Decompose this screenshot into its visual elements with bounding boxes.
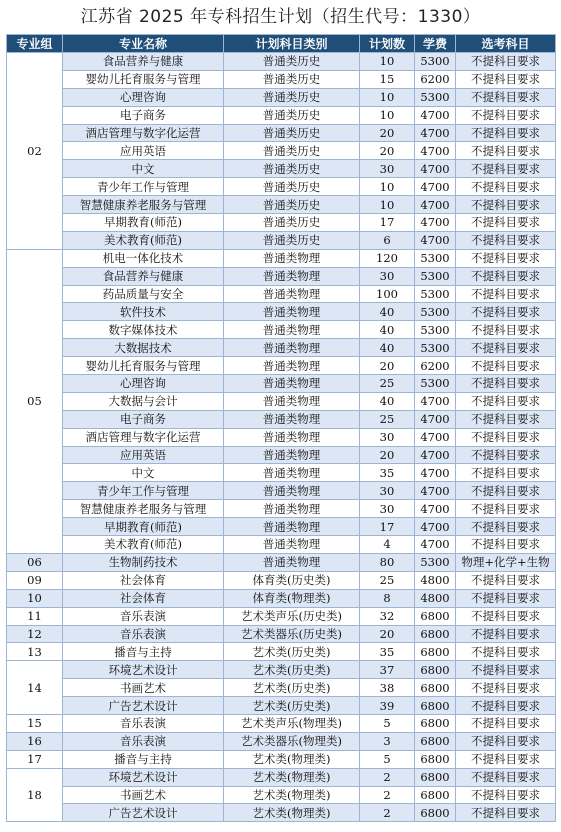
table-row — [7, 536, 556, 554]
subject-requirement-cell: 不提科目要求 — [456, 804, 556, 822]
table-row — [7, 339, 556, 357]
tuition-cell: 4700 — [415, 392, 456, 410]
tuition-cell: 4700 — [415, 446, 456, 464]
subject-requirement-cell: 不提科目要求 — [456, 589, 556, 607]
plan-count-cell: 40 — [360, 392, 415, 410]
major-name-cell: 心理咨询 — [63, 88, 224, 106]
table-row — [7, 482, 556, 500]
plan-category-cell: 普通类历史 — [224, 196, 360, 214]
tuition-cell: 6800 — [415, 697, 456, 715]
plan-category-cell: 普通类物理 — [224, 464, 360, 482]
major-name-cell: 数字媒体技术 — [63, 321, 224, 339]
plan-category-cell: 体育类(历史类) — [224, 571, 360, 589]
group-code-cell: 13 — [7, 643, 63, 661]
subject-requirement-cell: 物理+化学+生物 — [456, 553, 556, 571]
plan-category-cell: 普通类物理 — [224, 321, 360, 339]
major-name-cell: 美术教育(师范) — [63, 536, 224, 554]
plan-count-cell: 25 — [360, 375, 415, 393]
tuition-cell: 4700 — [415, 160, 456, 178]
table-row — [7, 661, 556, 679]
subject-requirement-cell: 不提科目要求 — [456, 410, 556, 428]
tuition-cell: 5300 — [415, 553, 456, 571]
plan-category-cell: 普通类历史 — [224, 106, 360, 124]
table-row — [7, 679, 556, 697]
table-row — [7, 625, 556, 643]
major-name-cell: 药品质量与安全 — [63, 285, 224, 303]
plan-count-cell: 2 — [360, 804, 415, 822]
table-row — [7, 500, 556, 518]
table-row — [7, 231, 556, 249]
table-header-row — [7, 35, 556, 53]
major-name-cell: 机电一体化技术 — [63, 249, 224, 267]
subject-requirement-cell: 不提科目要求 — [456, 714, 556, 732]
tuition-cell: 4700 — [415, 196, 456, 214]
plan-count-cell: 120 — [360, 249, 415, 267]
plan-count-cell: 37 — [360, 661, 415, 679]
plan-category-cell: 艺术类(历史类) — [224, 643, 360, 661]
tuition-cell: 5300 — [415, 303, 456, 321]
subject-requirement-cell: 不提科目要求 — [456, 214, 556, 232]
plan-category-cell: 普通类物理 — [224, 375, 360, 393]
table-row — [7, 321, 556, 339]
tuition-cell: 6800 — [415, 786, 456, 804]
table-row — [7, 160, 556, 178]
table-row — [7, 643, 556, 661]
subject-requirement-cell: 不提科目要求 — [456, 53, 556, 71]
plan-category-cell: 普通类历史 — [224, 214, 360, 232]
tuition-cell: 6200 — [415, 70, 456, 88]
plan-category-cell: 普通类物理 — [224, 482, 360, 500]
subject-requirement-cell: 不提科目要求 — [456, 142, 556, 160]
major-name-cell: 书画艺术 — [63, 679, 224, 697]
tuition-cell: 6800 — [415, 679, 456, 697]
tuition-cell: 5300 — [415, 267, 456, 285]
plan-count-cell: 30 — [360, 428, 415, 446]
plan-category-cell: 普通类历史 — [224, 70, 360, 88]
table-row — [7, 53, 556, 71]
tuition-cell: 4700 — [415, 178, 456, 196]
major-name-cell: 应用英语 — [63, 446, 224, 464]
major-name-cell: 婴幼儿托育服务与管理 — [63, 70, 224, 88]
plan-count-cell: 3 — [360, 732, 415, 750]
table-row — [7, 607, 556, 625]
plan-count-cell: 30 — [360, 160, 415, 178]
major-name-cell: 音乐表演 — [63, 732, 224, 750]
tuition-cell: 6800 — [415, 768, 456, 786]
group-code-cell: 16 — [7, 732, 63, 750]
plan-category-cell: 艺术类(历史类) — [224, 697, 360, 715]
major-name-cell: 社会体育 — [63, 589, 224, 607]
tuition-cell: 6800 — [415, 607, 456, 625]
table-row — [7, 714, 556, 732]
major-name-cell: 婴幼儿托育服务与管理 — [63, 357, 224, 375]
tuition-cell: 6200 — [415, 357, 456, 375]
major-name-cell: 食品营养与健康 — [63, 267, 224, 285]
tuition-cell: 6800 — [415, 732, 456, 750]
subject-requirement-cell: 不提科目要求 — [456, 518, 556, 536]
major-name-cell: 电子商务 — [63, 106, 224, 124]
subject-requirement-cell: 不提科目要求 — [456, 571, 556, 589]
tuition-cell: 6800 — [415, 661, 456, 679]
group-code-cell: 06 — [7, 553, 63, 571]
plan-category-cell: 普通类物理 — [224, 553, 360, 571]
table-row — [7, 106, 556, 124]
plan-category-cell: 普通类历史 — [224, 142, 360, 160]
subject-requirement-cell: 不提科目要求 — [456, 607, 556, 625]
tuition-cell: 4700 — [415, 500, 456, 518]
major-name-cell: 播音与主持 — [63, 643, 224, 661]
plan-category-cell: 普通类物理 — [224, 446, 360, 464]
tuition-cell: 4700 — [415, 231, 456, 249]
major-name-cell: 软件技术 — [63, 303, 224, 321]
subject-requirement-cell: 不提科目要求 — [456, 786, 556, 804]
plan-category-cell: 普通类物理 — [224, 339, 360, 357]
subject-requirement-cell: 不提科目要求 — [456, 124, 556, 142]
plan-count-cell: 100 — [360, 285, 415, 303]
plan-count-cell: 4 — [360, 536, 415, 554]
plan-count-cell: 38 — [360, 679, 415, 697]
column-header-subject-requirement: 选考科目 — [456, 35, 556, 53]
table-row — [7, 518, 556, 536]
plan-category-cell: 艺术类(物理类) — [224, 804, 360, 822]
plan-count-cell: 30 — [360, 482, 415, 500]
tuition-cell: 4700 — [415, 536, 456, 554]
tuition-cell: 4800 — [415, 589, 456, 607]
table-row — [7, 768, 556, 786]
major-name-cell: 青少年工作与管理 — [63, 178, 224, 196]
plan-count-cell: 80 — [360, 553, 415, 571]
plan-count-cell: 40 — [360, 339, 415, 357]
table-row — [7, 249, 556, 267]
major-name-cell: 广告艺术设计 — [63, 697, 224, 715]
major-name-cell: 大数据技术 — [63, 339, 224, 357]
plan-count-cell: 35 — [360, 464, 415, 482]
major-name-cell: 中文 — [63, 464, 224, 482]
table-row — [7, 214, 556, 232]
plan-count-cell: 40 — [360, 321, 415, 339]
plan-category-cell: 普通类历史 — [224, 124, 360, 142]
tuition-cell: 5300 — [415, 53, 456, 71]
subject-requirement-cell: 不提科目要求 — [456, 500, 556, 518]
plan-category-cell: 普通类物理 — [224, 249, 360, 267]
major-name-cell: 酒店管理与数字化运营 — [63, 124, 224, 142]
plan-count-cell: 8 — [360, 589, 415, 607]
plan-count-cell: 25 — [360, 571, 415, 589]
plan-category-cell: 普通类历史 — [224, 88, 360, 106]
table-row — [7, 285, 556, 303]
table-row — [7, 142, 556, 160]
page-title: 江苏省 2025 年专科招生计划（招生代号：1330） — [80, 7, 481, 27]
table-row — [7, 589, 556, 607]
tuition-cell: 4700 — [415, 410, 456, 428]
tuition-cell: 5300 — [415, 88, 456, 106]
major-name-cell: 智慧健康养老服务与管理 — [63, 196, 224, 214]
major-name-cell: 生物制药技术 — [63, 553, 224, 571]
major-name-cell: 社会体育 — [63, 571, 224, 589]
major-name-cell: 早期教育(师范) — [63, 214, 224, 232]
plan-category-cell: 普通类历史 — [224, 178, 360, 196]
column-header-tuition: 学费 — [415, 35, 456, 53]
plan-count-cell: 10 — [360, 88, 415, 106]
table-row — [7, 375, 556, 393]
major-name-cell: 食品营养与健康 — [63, 53, 224, 71]
plan-category-cell: 普通类物理 — [224, 357, 360, 375]
subject-requirement-cell: 不提科目要求 — [456, 643, 556, 661]
group-code-cell: 10 — [7, 589, 63, 607]
plan-count-cell: 10 — [360, 53, 415, 71]
plan-count-cell: 30 — [360, 500, 415, 518]
subject-requirement-cell: 不提科目要求 — [456, 321, 556, 339]
plan-category-cell: 普通类历史 — [224, 53, 360, 71]
plan-category-cell: 普通类物理 — [224, 303, 360, 321]
major-name-cell: 播音与主持 — [63, 750, 224, 768]
subject-requirement-cell: 不提科目要求 — [456, 732, 556, 750]
subject-requirement-cell: 不提科目要求 — [456, 482, 556, 500]
plan-count-cell: 35 — [360, 643, 415, 661]
subject-requirement-cell: 不提科目要求 — [456, 428, 556, 446]
plan-category-cell: 普通类物理 — [224, 267, 360, 285]
column-header-group: 专业组 — [7, 35, 63, 53]
major-name-cell: 中文 — [63, 160, 224, 178]
tuition-cell: 4700 — [415, 518, 456, 536]
plan-count-cell: 10 — [360, 196, 415, 214]
plan-category-cell: 艺术类器乐(物理类) — [224, 732, 360, 750]
plan-category-cell: 普通类物理 — [224, 392, 360, 410]
tuition-cell: 4700 — [415, 124, 456, 142]
subject-requirement-cell: 不提科目要求 — [456, 661, 556, 679]
table-row — [7, 196, 556, 214]
tuition-cell: 5300 — [415, 339, 456, 357]
table-row — [7, 750, 556, 768]
plan-count-cell: 39 — [360, 697, 415, 715]
tuition-cell: 4700 — [415, 214, 456, 232]
plan-count-cell: 20 — [360, 124, 415, 142]
column-header-category: 计划科目类别 — [224, 35, 360, 53]
plan-count-cell: 40 — [360, 303, 415, 321]
plan-count-cell: 15 — [360, 70, 415, 88]
plan-count-cell: 20 — [360, 357, 415, 375]
plan-category-cell: 艺术类(物理类) — [224, 750, 360, 768]
major-name-cell: 音乐表演 — [63, 607, 224, 625]
table-row — [7, 786, 556, 804]
tuition-cell: 5300 — [415, 321, 456, 339]
plan-count-cell: 25 — [360, 410, 415, 428]
major-name-cell: 大数据与会计 — [63, 392, 224, 410]
plan-category-cell: 普通类物理 — [224, 410, 360, 428]
plan-count-cell: 10 — [360, 178, 415, 196]
plan-category-cell: 艺术类(历史类) — [224, 661, 360, 679]
column-header-plan-count: 计划数 — [360, 35, 415, 53]
table-row — [7, 446, 556, 464]
subject-requirement-cell: 不提科目要求 — [456, 697, 556, 715]
table-row — [7, 357, 556, 375]
plan-count-cell: 20 — [360, 446, 415, 464]
table-row — [7, 464, 556, 482]
enrollment-plan-table — [6, 34, 556, 822]
major-name-cell: 环境艺术设计 — [63, 768, 224, 786]
major-name-cell: 青少年工作与管理 — [63, 482, 224, 500]
column-header-major: 专业名称 — [63, 35, 224, 53]
major-name-cell: 酒店管理与数字化运营 — [63, 428, 224, 446]
subject-requirement-cell: 不提科目要求 — [456, 249, 556, 267]
plan-category-cell: 普通类历史 — [224, 231, 360, 249]
table-row — [7, 732, 556, 750]
tuition-cell: 4700 — [415, 482, 456, 500]
plan-category-cell: 普通类物理 — [224, 518, 360, 536]
plan-count-cell: 6 — [360, 231, 415, 249]
subject-requirement-cell: 不提科目要求 — [456, 464, 556, 482]
plan-category-cell: 普通类物理 — [224, 285, 360, 303]
plan-count-cell: 20 — [360, 142, 415, 160]
group-code-cell: 12 — [7, 625, 63, 643]
plan-category-cell: 艺术类声乐(历史类) — [224, 607, 360, 625]
plan-category-cell: 普通类历史 — [224, 160, 360, 178]
tuition-cell: 6800 — [415, 750, 456, 768]
table-row — [7, 410, 556, 428]
plan-category-cell: 艺术类声乐(物理类) — [224, 714, 360, 732]
plan-category-cell: 体育类(物理类) — [224, 589, 360, 607]
major-name-cell: 书画艺术 — [63, 786, 224, 804]
plan-count-cell: 17 — [360, 214, 415, 232]
subject-requirement-cell: 不提科目要求 — [456, 768, 556, 786]
tuition-cell: 5300 — [415, 375, 456, 393]
group-code-cell: 02 — [7, 53, 63, 250]
plan-category-cell: 艺术类(历史类) — [224, 679, 360, 697]
plan-count-cell: 2 — [360, 786, 415, 804]
subject-requirement-cell: 不提科目要求 — [456, 70, 556, 88]
plan-count-cell: 10 — [360, 106, 415, 124]
table-row — [7, 571, 556, 589]
subject-requirement-cell: 不提科目要求 — [456, 303, 556, 321]
tuition-cell: 5300 — [415, 285, 456, 303]
major-name-cell: 智慧健康养老服务与管理 — [63, 500, 224, 518]
plan-category-cell: 普通类物理 — [224, 428, 360, 446]
tuition-cell: 4700 — [415, 106, 456, 124]
plan-count-cell: 17 — [360, 518, 415, 536]
subject-requirement-cell: 不提科目要求 — [456, 536, 556, 554]
subject-requirement-cell: 不提科目要求 — [456, 750, 556, 768]
table-row — [7, 553, 556, 571]
table-row — [7, 697, 556, 715]
plan-count-cell: 30 — [360, 267, 415, 285]
subject-requirement-cell: 不提科目要求 — [456, 625, 556, 643]
major-name-cell: 应用英语 — [63, 142, 224, 160]
plan-count-cell: 5 — [360, 750, 415, 768]
group-code-cell: 05 — [7, 249, 63, 553]
major-name-cell: 音乐表演 — [63, 625, 224, 643]
tuition-cell: 4700 — [415, 142, 456, 160]
major-name-cell: 电子商务 — [63, 410, 224, 428]
group-code-cell: 14 — [7, 661, 63, 715]
subject-requirement-cell: 不提科目要求 — [456, 339, 556, 357]
major-name-cell: 早期教育(师范) — [63, 518, 224, 536]
subject-requirement-cell: 不提科目要求 — [456, 196, 556, 214]
group-code-cell: 11 — [7, 607, 63, 625]
subject-requirement-cell: 不提科目要求 — [456, 679, 556, 697]
group-code-cell: 09 — [7, 571, 63, 589]
subject-requirement-cell: 不提科目要求 — [456, 88, 556, 106]
major-name-cell: 音乐表演 — [63, 714, 224, 732]
plan-count-cell: 32 — [360, 607, 415, 625]
group-code-cell: 17 — [7, 750, 63, 768]
table-body — [7, 53, 556, 822]
table-row — [7, 392, 556, 410]
table-row — [7, 428, 556, 446]
plan-category-cell: 普通类物理 — [224, 500, 360, 518]
subject-requirement-cell: 不提科目要求 — [456, 106, 556, 124]
major-name-cell: 广告艺术设计 — [63, 804, 224, 822]
plan-count-cell: 5 — [360, 714, 415, 732]
group-code-cell: 18 — [7, 768, 63, 822]
subject-requirement-cell: 不提科目要求 — [456, 178, 556, 196]
plan-category-cell: 普通类物理 — [224, 536, 360, 554]
subject-requirement-cell: 不提科目要求 — [456, 285, 556, 303]
plan-count-cell: 20 — [360, 625, 415, 643]
plan-category-cell: 艺术类(物理类) — [224, 786, 360, 804]
tuition-cell: 4700 — [415, 464, 456, 482]
major-name-cell: 美术教育(师范) — [63, 231, 224, 249]
plan-category-cell: 艺术类(物理类) — [224, 768, 360, 786]
tuition-cell: 6800 — [415, 714, 456, 732]
table-row — [7, 267, 556, 285]
major-name-cell: 心理咨询 — [63, 375, 224, 393]
table-row — [7, 178, 556, 196]
subject-requirement-cell: 不提科目要求 — [456, 357, 556, 375]
subject-requirement-cell: 不提科目要求 — [456, 375, 556, 393]
tuition-cell: 6800 — [415, 643, 456, 661]
tuition-cell: 4700 — [415, 428, 456, 446]
table-row — [7, 124, 556, 142]
table-row — [7, 70, 556, 88]
subject-requirement-cell: 不提科目要求 — [456, 446, 556, 464]
major-name-cell: 环境艺术设计 — [63, 661, 224, 679]
subject-requirement-cell: 不提科目要求 — [456, 160, 556, 178]
tuition-cell: 6800 — [415, 625, 456, 643]
group-code-cell: 15 — [7, 714, 63, 732]
tuition-cell: 5300 — [415, 249, 456, 267]
tuition-cell: 6800 — [415, 804, 456, 822]
subject-requirement-cell: 不提科目要求 — [456, 231, 556, 249]
table-row — [7, 88, 556, 106]
plan-category-cell: 艺术类器乐(历史类) — [224, 625, 360, 643]
table-row — [7, 303, 556, 321]
plan-count-cell: 2 — [360, 768, 415, 786]
table-row — [7, 804, 556, 822]
subject-requirement-cell: 不提科目要求 — [456, 392, 556, 410]
tuition-cell: 4800 — [415, 571, 456, 589]
subject-requirement-cell: 不提科目要求 — [456, 267, 556, 285]
